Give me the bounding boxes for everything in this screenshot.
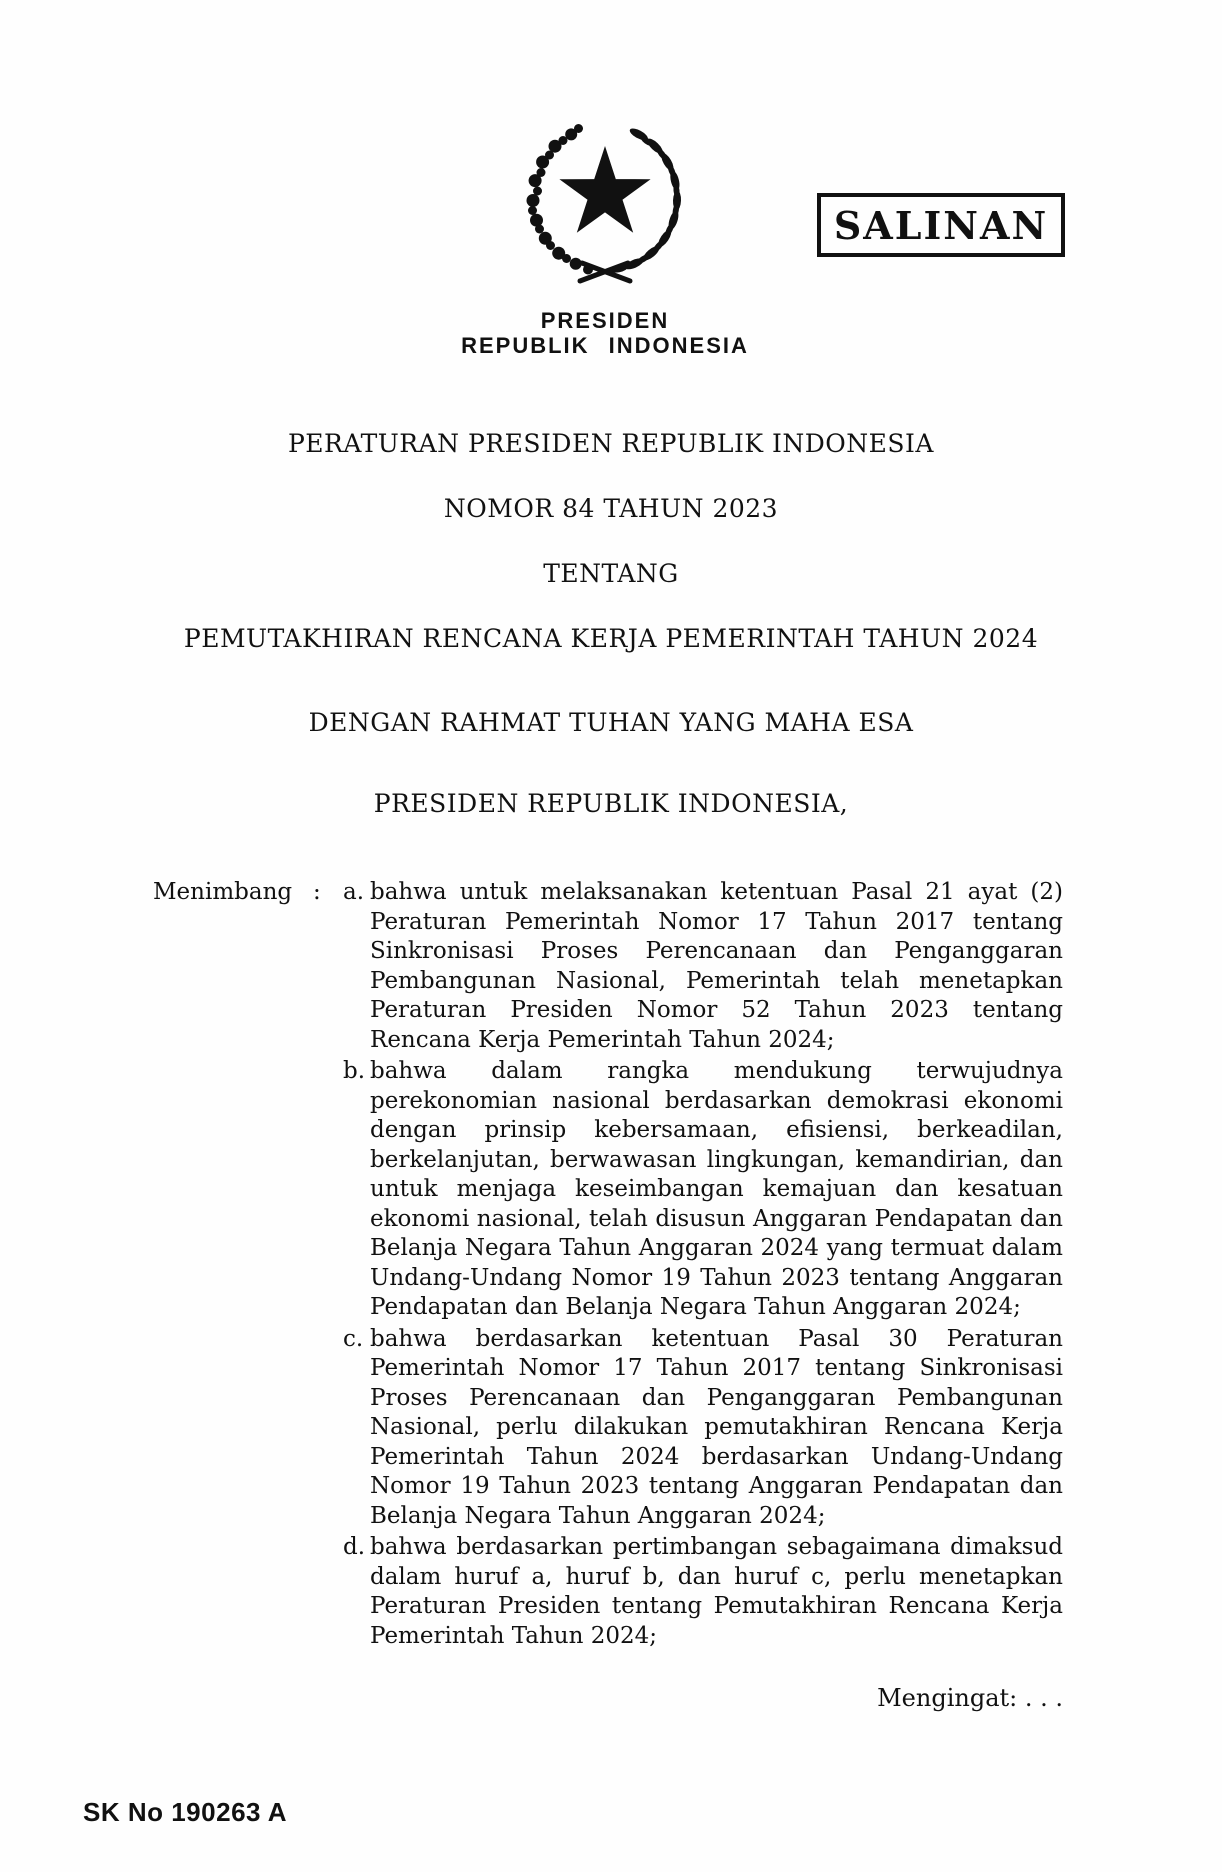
- item-letter: d.: [343, 1534, 366, 1560]
- continuation-note: Mengingat: . . .: [877, 1684, 1063, 1712]
- item-letter: c.: [343, 1325, 364, 1352]
- menimbang-label: Menimbang: [153, 879, 293, 905]
- considerations-list: [343, 878, 1063, 1651]
- letterhead: [405, 308, 805, 358]
- invocation-line: DENGAN RAHMAT TUHAN YANG MAHA ESA: [308, 708, 914, 737]
- consideration-item: [343, 1325, 1063, 1532]
- star-icon: [559, 146, 650, 233]
- item-letter: b.: [343, 1058, 366, 1084]
- salinan-stamp: [817, 193, 1065, 257]
- regulation-subject: PEMUTAKHIRAN RENCANA KERJA PEMERINTAH TAHUN 2024: [183, 624, 1039, 653]
- item-text: bahwa dalam rangka mendukung terwujudnya perekonomian nasional berdasarkan demokrasi ekonomi dengan prinsip kebersamaan, efisiensi, berkeadilan, berkelanjutan, berwawasan lingkungan, kemandirian, dan untuk menjaga keseimbangan kemajuan dan kesatuan ekonomi nasional, telah disusun Anggaran Pendapatan dan Belanja Negara Tahun Anggaran 2024 yang termuat dalam Undang-Undang Nomor 19 Tahun 2023 tentang Anggaran Pendapatan dan Belanja Negara Tahun Anggaran 2024;: [370, 1058, 1063, 1320]
- letterhead-republik-indonesia: REPUBLIK INDONESIA: [461, 333, 749, 358]
- presidential-emblem: [518, 114, 692, 294]
- item-text: bahwa berdasarkan ketentuan Pasal 30 Peraturan Pemerintah Nomor 17 Tahun 2017 tentang Sinkronisasi Proses Perencanaan dan Penganggaran Pembangunan Nasional, perlu dilakukan pemutakhiran Rencana Kerja Pemerintah Tahun 2024 berdasarkan Undang-Undang Nomor 19 Tahun 2023 tentang Anggaran Pendapatan dan Belanja Negara Tahun Anggaran 2024;: [370, 1325, 1063, 1529]
- consideration-item: [343, 1533, 1063, 1651]
- item-letter: a.: [343, 879, 365, 905]
- regulation-number: NOMOR 84 TAHUN 2023: [443, 494, 779, 523]
- colon-separator: :: [313, 879, 321, 905]
- consideration-item: [343, 1057, 1063, 1323]
- wreath-left-icon: [527, 124, 594, 275]
- salinan-stamp-label: SALINAN: [833, 202, 1049, 248]
- letterhead-presiden: PRESIDEN: [540, 308, 670, 333]
- item-text: bahwa untuk melaksanakan ketentuan Pasal 21 ayat (2) Peraturan Pemerintah Nomor 17 Tahun 2017 tentang Sinkronisasi Proses Perencanaan dan Penganggaran Pembangunan Nasional, Pemerintah telah menetapkan Peraturan Presiden Nomor 52 Tahun 2023 tentang Rencana Kerja Pemerintah Tahun 2024;: [370, 879, 1063, 1053]
- document-control-number: SK No 190263 A: [83, 1797, 288, 1827]
- item-text: bahwa berdasarkan pertimbangan sebagaimana dimaksud dalam huruf a, huruf b, dan huruf c, perlu menetapkan Peraturan Presiden tentang Pemutakhiran Rencana Kerja Pemerintah Tahun 2024;: [370, 1534, 1063, 1649]
- consideration-item: [343, 878, 1063, 1055]
- enacting-authority: PRESIDEN REPUBLIK INDONESIA,: [373, 789, 849, 818]
- regulation-title: PERATURAN PRESIDEN REPUBLIK INDONESIA: [287, 429, 934, 458]
- tentang-label: TENTANG: [543, 559, 679, 588]
- considerations-section: [153, 878, 1063, 1651]
